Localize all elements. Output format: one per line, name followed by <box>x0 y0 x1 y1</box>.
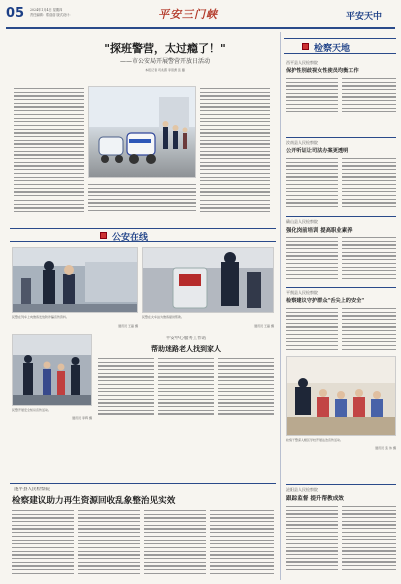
classroom-photo <box>286 356 396 436</box>
train-photo-1 <box>12 247 138 313</box>
bottom-kicker: 遂平县人民检察院 <box>14 487 50 492</box>
a4-body-text-2 <box>342 308 396 352</box>
a1-body-text-2 <box>342 78 396 118</box>
editor-line: 责任编辑：郑蓓蓓 版式设计： <box>30 13 73 17</box>
a4-title: 检察建议守护群众"舌尖上的安全" <box>286 298 365 304</box>
a3-body-text-2 <box>342 237 396 283</box>
a3-title: 强化岗前培训 提高职业素养 <box>286 228 353 234</box>
a3-kicker: 确山县人民检察院 <box>286 219 318 224</box>
section-banner <box>10 228 276 242</box>
divider-4 <box>286 484 396 485</box>
lead-byline: 本报记者 巩兆霞 李思源 张 璐 <box>145 68 185 72</box>
helper-kicker: 平安中心服务工作站 <box>165 336 207 341</box>
page-number: 05 <box>6 6 25 21</box>
lead-photo <box>88 86 196 178</box>
divider-2 <box>286 216 396 217</box>
safety-event-photo <box>12 334 92 406</box>
bottom-body-text-3 <box>144 510 206 576</box>
a5-body-text-1 <box>286 506 338 576</box>
a1-title: 保护性别歧视女性使员均衡工作 <box>286 68 359 74</box>
right-banner-label: 检察天地 <box>314 44 351 54</box>
a5-title: 跟踪监督 提升帮教成效 <box>286 496 344 502</box>
banner-square-icon-right <box>302 43 309 50</box>
newspaper-logo: 平安三门峡 <box>158 8 218 21</box>
date-line: 2024年1月4日 星期四 <box>30 8 63 12</box>
a2-body-text-2 <box>342 158 396 214</box>
a4-body-text-1 <box>286 308 338 352</box>
lead-body-text <box>14 88 84 200</box>
helper-title: 帮助迷路老人找到家人 <box>151 344 221 353</box>
a1-kicker: 西平县人民检察院 <box>286 60 318 65</box>
banner-label: 公安在线 <box>112 233 149 243</box>
a2-body-text-1 <box>286 158 338 214</box>
bottom-body-text-4 <box>210 510 274 576</box>
photo2-caption: 民警在火车站为旅客提供帮助。 <box>142 315 185 319</box>
lead-title: "探班警营，太过瘾了！" <box>104 42 226 55</box>
a5-body-text-2 <box>342 506 396 576</box>
lead-body-text-2 <box>200 88 270 200</box>
helper-body-text-1 <box>98 358 154 418</box>
photo1-credit: 通讯员 王磊 摄 <box>118 324 138 328</box>
helper-body-text-3 <box>218 358 274 418</box>
a3-body-text-1 <box>286 237 338 283</box>
column-divider <box>280 32 281 580</box>
photo1-caption: 民警在列车上向旅客发放防诈骗宣传资料。 <box>12 315 70 319</box>
train-photo-2 <box>142 247 274 313</box>
a2-title: 公开听证让司法办案更透明 <box>286 148 349 154</box>
photo3-caption: 民警开展安全知识宣传活动。 <box>12 408 52 412</box>
a4-kicker: 平舆县人民检察院 <box>286 290 318 295</box>
photo2-credit: 通讯员 王磊 摄 <box>254 324 274 328</box>
masthead <box>6 3 395 29</box>
bottom-divider <box>10 483 276 484</box>
lead-body-text-4 <box>14 200 84 218</box>
divider-3 <box>286 287 396 288</box>
divider-1 <box>286 137 396 138</box>
lead-body-text-3 <box>88 184 196 214</box>
bottom-body-text-2 <box>78 510 140 576</box>
helper-body-text-2 <box>158 358 214 418</box>
a1-body-text-1 <box>286 78 338 118</box>
bottom-body-text-1 <box>12 510 74 576</box>
lead-subtitle: ——市公安局开展警营开放日活动 <box>119 58 210 65</box>
section-name: 平安天中 <box>346 12 383 22</box>
right-photo-caption: 检察干警深入辖区学校开展法治宣传活动。 <box>286 438 344 442</box>
right-photo-credit: 通讯员 张 伟 摄 <box>375 446 396 450</box>
banner-square-icon <box>100 232 107 239</box>
right-banner <box>284 38 396 54</box>
lead-body-text-5 <box>200 200 270 218</box>
a2-kicker: 汝南县人民检察院 <box>286 140 318 145</box>
bottom-title: 检察建议助力再生资源回收乱象整治见实效 <box>12 496 176 506</box>
a5-kicker: 泌阳县人民检察院 <box>286 487 318 492</box>
photo3-credit: 通讯员 李辉 摄 <box>72 416 92 420</box>
